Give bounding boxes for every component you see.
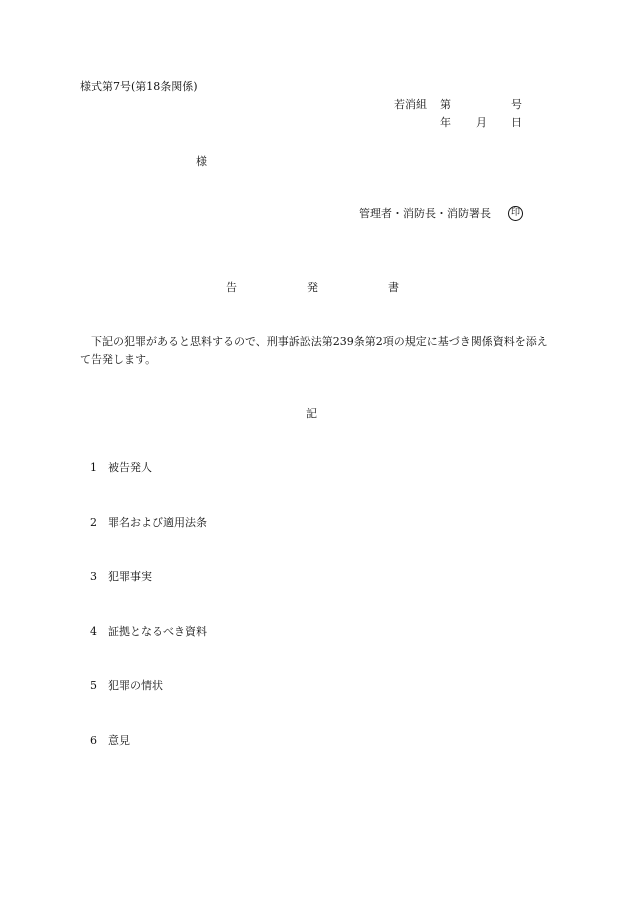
org-label: 若消組 [394, 98, 427, 111]
document-title-char-3: 書 [388, 281, 399, 294]
item-number: 3 [90, 570, 97, 583]
document-title-char-2: 発 [307, 281, 318, 294]
item-number: 5 [90, 679, 97, 692]
ki-heading: 記 [306, 407, 317, 420]
number-prefix: 第 [440, 98, 451, 111]
number-suffix: 号 [511, 98, 522, 111]
list-item [90, 516, 207, 530]
date-year-label: 年 [440, 116, 451, 129]
item-number: 6 [90, 734, 97, 747]
date-month-label: 月 [476, 116, 487, 129]
item-label: 罪名および適用法条 [108, 516, 207, 529]
list-item [90, 679, 163, 693]
item-label: 証拠となるべき資料 [108, 625, 207, 638]
item-label: 意見 [108, 734, 130, 747]
item-label: 被告発人 [108, 461, 152, 474]
document-title-char-1: 告 [226, 281, 237, 294]
seal-stamp: 印 [508, 206, 523, 221]
list-item [90, 625, 207, 639]
item-number: 1 [90, 461, 97, 474]
recipient-honorific: 様 [196, 155, 207, 168]
item-number: 2 [90, 516, 97, 529]
item-label: 犯罪事実 [108, 570, 152, 583]
item-label: 犯罪の情状 [108, 679, 163, 692]
body-paragraph: 下記の犯罪があると思料するので、刑事訴訟法第239条第2項の規定に基づき関係資料を添えて告発します。 [80, 335, 548, 366]
list-item [90, 570, 152, 584]
list-item [90, 734, 130, 748]
date-day-label: 日 [511, 116, 522, 129]
form-number: 様式第7号(第18条関係) [80, 80, 198, 93]
item-number: 4 [90, 625, 97, 638]
sender-title: 管理者・消防長・消防署長 [359, 207, 491, 220]
list-item [90, 461, 152, 475]
